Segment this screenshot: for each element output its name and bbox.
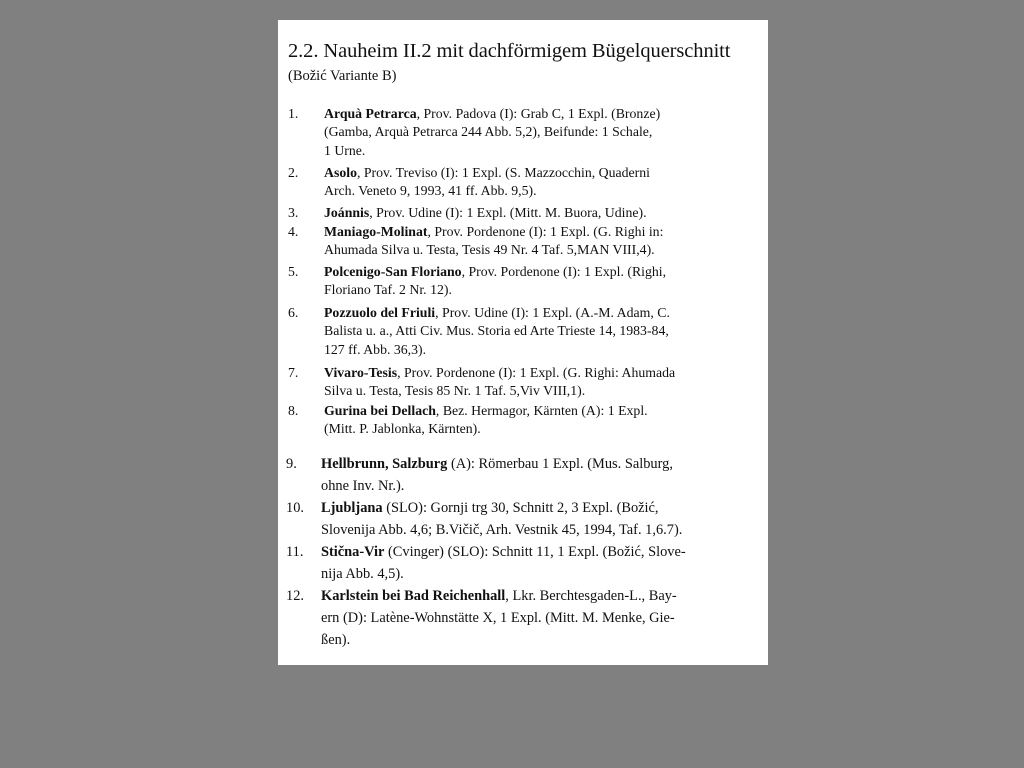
entry-line-text: , Prov. Pordenone (I): 1 Expl. (Righi, [461,264,667,279]
entry-line: Silva u. Testa, Tesis 85 Nr. 1 Taf. 5,Viv VIII,1). [324,383,586,399]
list-item [288,402,758,440]
entry-text [324,402,648,439]
entry-line: ohne Inv. Nr.). [321,478,405,494]
entry-number: 10. [286,500,304,516]
site-name: Stična-Vir [321,544,385,560]
entry-text [321,541,686,585]
list-item [288,364,758,402]
entry-line: Slovenija Abb. 4,6; B.Vičič, Arh. Vestnik 45, 1994, Taf. 1,6.7). [321,522,683,538]
list-item [288,304,758,360]
entry-line: Floriano Taf. 2 Nr. 12). [324,282,452,298]
page-bottom-block [278,443,768,665]
entry-line-text: , Prov. Padova (I): Grab C, 1 Expl. (Bronze) [416,106,661,121]
entry-number: 6. [288,305,299,320]
list-item [288,263,758,301]
entry-line [321,497,682,519]
entry-line-text: , Bez. Hermagor, Kärnten (A): 1 Expl. [435,403,648,418]
site-name: Pozzuolo del Friuli [324,305,436,320]
entry-number: 7. [288,365,299,380]
entry-line-text: , Prov. Pordenone (I): 1 Expl. (G. Righi in: [427,224,664,239]
entry-line [321,541,686,563]
site-name: Asolo [324,165,357,180]
site-name: Maniago-Molinat [324,224,428,239]
site-name: Polcenigo-San Floriano [324,264,462,279]
entry-number: 3. [288,205,299,220]
entry-line-text: , Prov. Udine (I): 1 Expl. (Mitt. M. Buora, Udine). [369,205,647,220]
entry-number: 4. [288,224,299,239]
entry-line [324,223,663,241]
entry-number: 8. [288,403,299,418]
section-subtitle: (Božić Variante B) [288,68,397,84]
site-name: Gurina bei Dellach [324,403,436,418]
entry-line: ern (D): Latène-Wohnstätte X, 1 Expl. (Mitt. M. Menke, Gie- [321,610,675,626]
entry-line [324,204,647,222]
entry-line: Arch. Veneto 9, 1993, 41 ff. Abb. 9,5). [324,183,537,199]
entry-line [324,304,670,322]
entry-line: nija Abb. 4,5). [321,566,404,582]
entry-text [324,364,675,401]
list-item [288,164,758,202]
entry-line: Ahumada Silva u. Testa, Tesis 49 Nr. 4 Taf. 5,MAN VIII,4). [324,242,655,258]
entry-number: 2. [288,165,299,180]
site-name: Ljubljana [321,500,383,516]
entry-text [321,453,673,497]
entry-line-text: (SLO): Gornji trg 30, Schnitt 2, 3 Expl. (Božić, [382,500,659,516]
entry-line-text: , Prov. Pordenone (I): 1 Expl. (G. Righi: Ahumada [397,365,676,380]
list-item [288,105,758,161]
entry-text [321,585,677,651]
entry-number: 9. [286,456,297,472]
entry-line-text: (A): Römerbau 1 Expl. (Mus. Salburg, [447,456,673,472]
entry-line [324,402,648,420]
site-name: Karlstein bei Bad Reichenhall [321,588,506,604]
entry-line-text: (Cvinger) (SLO): Schnitt 11, 1 Expl. (Božić, Slove- [384,544,686,560]
page-top-block [278,20,768,443]
list-item [288,204,758,224]
site-name: Joánnis [324,205,370,220]
list-item [286,585,762,651]
entry-line [324,164,650,182]
entry-number: 12. [286,588,304,604]
document-page [278,20,768,665]
entry-line [324,263,666,281]
entry-line: Balista u. a., Atti Civ. Mus. Storia ed Arte Trieste 14, 1983-84, [324,323,669,339]
entry-number: 1. [288,106,299,121]
site-name: Hellbrunn, Salzburg [321,456,448,472]
entry-line: (Mitt. P. Jablonka, Kärnten). [324,421,481,437]
entry-line [324,364,675,382]
entry-line-text: , Prov. Treviso (I): 1 Expl. (S. Mazzocchin, Quaderni [356,165,650,180]
entry-text [321,497,682,541]
site-name: Arquà Petrarca [324,106,417,121]
entry-line: 1 Urne. [324,142,366,158]
entry-text [324,263,666,300]
entry-line [321,585,677,607]
entry-line [321,453,673,475]
entry-text [324,164,650,201]
site-name: Vivaro-Tesis [324,365,398,380]
list-item [286,497,762,541]
list-item [288,223,758,261]
entry-line: 127 ff. Abb. 36,3). [324,341,427,357]
entry-line-text: , Lkr. Berchtesgaden-L., Bay- [505,588,677,604]
entry-line [324,105,660,123]
section-title: 2.2. Nauheim II.2 mit dachförmigem Bügelquerschnitt [288,40,731,62]
entry-text [324,223,663,260]
entry-text [324,105,660,160]
entry-text [324,304,670,359]
entry-number: 11. [286,544,304,560]
entry-line-text: , Prov. Udine (I): 1 Expl. (A.-M. Adam, C. [435,305,670,320]
list-item [286,453,762,497]
entry-text [324,204,647,222]
entry-line: (Gamba, Arquà Petrarca 244 Abb. 5,2), Beifunde: 1 Schale, [324,124,653,140]
entry-line: ßen). [321,632,351,648]
list-item [286,541,762,585]
entry-number: 5. [288,264,299,279]
